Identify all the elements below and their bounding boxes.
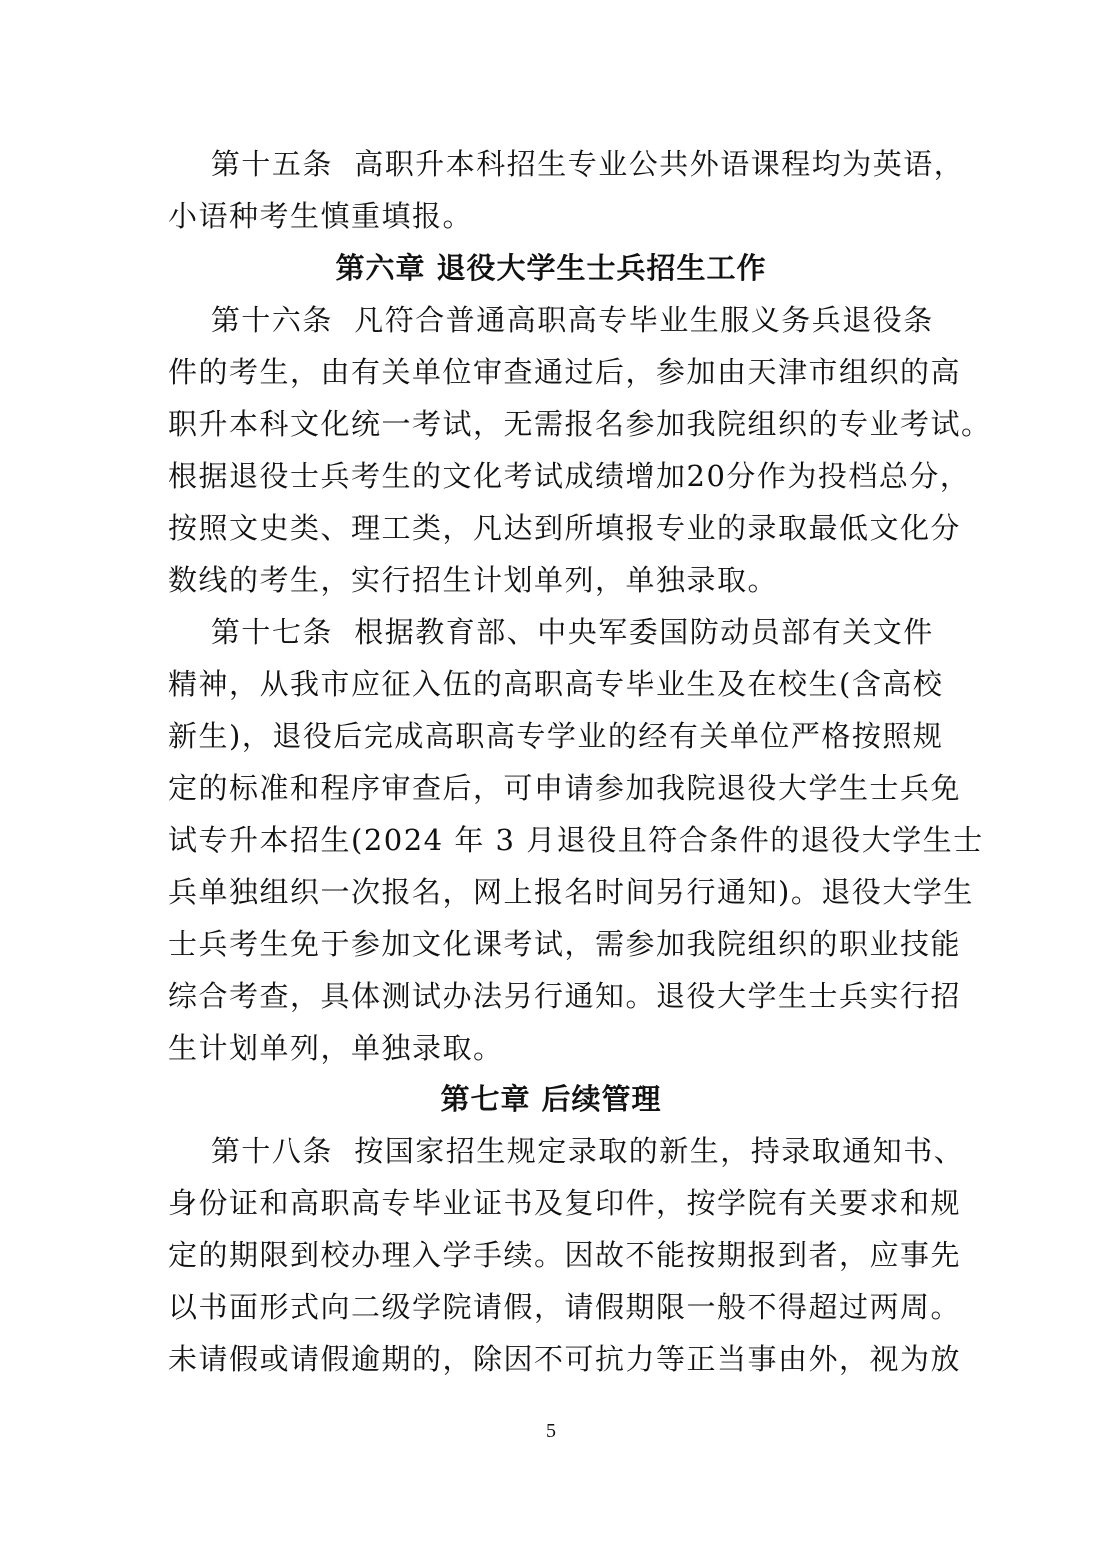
- article-18: [168, 1125, 965, 1385]
- text-line: 定的期限到校办理入学手续。因故不能按期报到者，应事先: [168, 1238, 962, 1272]
- text-line: 以书面形式向二级学院请假，请假期限一般不得超过两周。: [168, 1290, 962, 1324]
- chapter-7-heading: 第七章 后续管理: [440, 1082, 662, 1116]
- text-line: 兵单独组织一次报名，网上报名时间另行通知)。退役大学生: [168, 875, 974, 909]
- text-line: 身份证和高职高专毕业证书及复印件，按学院有关要求和规: [168, 1186, 962, 1220]
- text-line: 精神，从我市应征入伍的高职高专毕业生及在校生(含高校: [168, 667, 944, 701]
- text-line: 试专升本招生(2024 年 3 月退役且符合条件的退役大学生士: [168, 823, 984, 857]
- chapter-6-heading: 第六章 退役大学生士兵招生工作: [335, 251, 767, 285]
- text-line: 第十六条 凡符合普通高职高专毕业生服义务兵退役条: [168, 303, 934, 337]
- text-line: 综合考查，具体测试办法另行通知。退役大学生士兵实行招: [168, 979, 962, 1013]
- text-line: 件的考生，由有关单位审查通过后，参加由天津市组织的高: [168, 355, 962, 389]
- text-line: 职升本科文化统一考试，无需报名参加我院组织的专业考试。: [168, 407, 992, 441]
- page-number: 5: [546, 1420, 556, 1442]
- text-line: 第十八条 按国家招生规定录取的新生，持录取通知书、: [168, 1134, 965, 1168]
- text-line: 未请假或请假逾期的，除因不可抗力等正当事由外，视为放: [168, 1342, 962, 1376]
- text-line: 定的标准和程序审查后，可申请参加我院退役大学生士兵免: [168, 771, 962, 805]
- text-line: 士兵考生免于参加文化课考试，需参加我院组织的职业技能: [168, 927, 962, 961]
- article-17: [168, 606, 984, 1074]
- text-line: 第十七条 根据教育部、中央军委国防动员部有关文件: [168, 615, 934, 649]
- article-16: [168, 294, 992, 606]
- text-line: 生计划单列，单独录取。: [168, 1031, 504, 1065]
- text-line: 新生)，退役后完成高职高专学业的经有关单位严格按照规: [168, 719, 944, 753]
- text-line: 根据退役士兵考生的文化考试成绩增加20分作为投档总分，: [168, 459, 971, 493]
- text-line: 小语种考生慎重填报。: [168, 199, 474, 233]
- text-line: 第十五条 高职升本科招生专业公共外语课程均为英语，: [168, 147, 965, 181]
- article-15: [168, 138, 965, 242]
- text-line: 数线的考生，实行招生计划单列，单独录取。: [168, 563, 779, 597]
- text-line: 按照文史类、理工类，凡达到所填报专业的录取最低文化分: [168, 511, 962, 545]
